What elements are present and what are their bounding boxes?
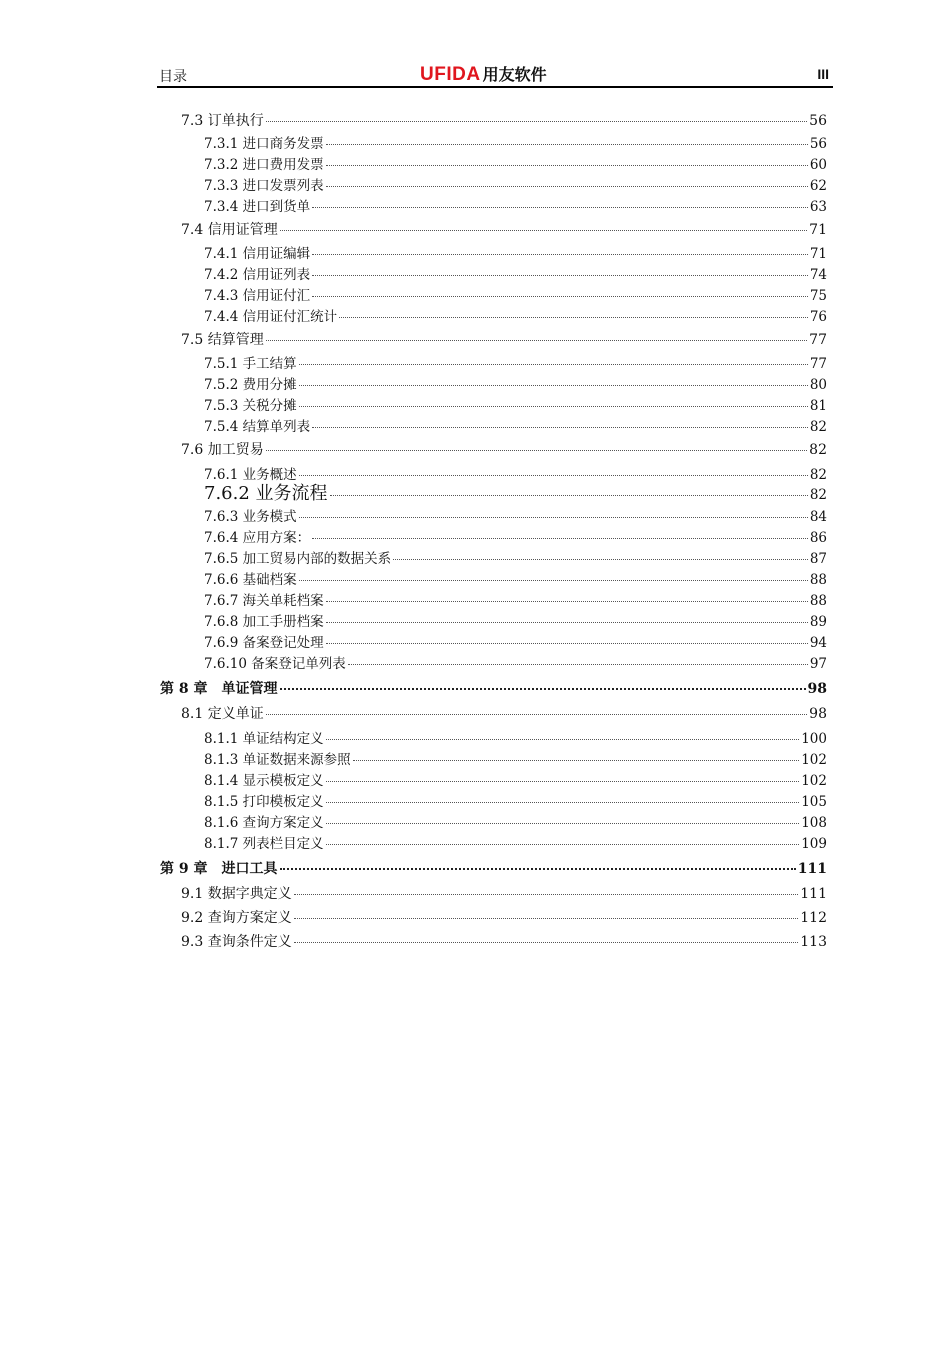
toc-entry[interactable] bbox=[204, 730, 827, 748]
toc-leader-dots bbox=[326, 601, 808, 602]
toc-entry-page: 102 bbox=[801, 752, 827, 768]
toc-entry-title: 7.5.1 手工结算 bbox=[204, 356, 297, 372]
toc-leader-dots bbox=[326, 739, 800, 740]
toc-entry-page: 108 bbox=[801, 815, 827, 831]
toc-leader-dots bbox=[326, 144, 808, 145]
toc-entry-title: 9.1 数据字典定义 bbox=[181, 886, 292, 902]
toc-entry-page: 60 bbox=[809, 157, 827, 173]
toc-leader-dots bbox=[326, 802, 800, 803]
toc-entry-page: 100 bbox=[801, 731, 827, 747]
toc-entry-title: 7.6.6 基础档案 bbox=[204, 572, 297, 588]
toc-entry-title: 8.1.4 显示模板定义 bbox=[204, 773, 324, 789]
toc-leader-dots bbox=[326, 643, 808, 644]
toc-leader-dots bbox=[299, 385, 808, 386]
toc-entry-page: 56 bbox=[809, 113, 827, 129]
toc-entry-title: 7.6.3 业务模式 bbox=[204, 509, 297, 525]
toc-entry[interactable] bbox=[204, 177, 827, 195]
toc-entry[interactable] bbox=[204, 245, 827, 263]
toc-entry-page: 105 bbox=[801, 794, 827, 810]
toc-entry-title: 7.4 信用证管理 bbox=[181, 222, 278, 238]
toc-entry-page: 84 bbox=[809, 509, 827, 525]
toc-leader-dots bbox=[312, 275, 808, 276]
page-header bbox=[157, 60, 833, 88]
toc-leader-dots bbox=[312, 207, 808, 208]
toc-leader-dots bbox=[326, 165, 808, 166]
toc-entry[interactable] bbox=[181, 705, 827, 723]
toc-entry-title: 8.1 定义单证 bbox=[181, 706, 264, 722]
toc-leader-dots bbox=[266, 714, 807, 715]
toc-entry[interactable] bbox=[204, 508, 827, 526]
toc-entry-page: 76 bbox=[809, 309, 827, 325]
toc-entry-title: 8.1.7 列表栏目定义 bbox=[204, 836, 324, 852]
toc-entry[interactable] bbox=[181, 909, 827, 927]
toc-entry[interactable] bbox=[204, 198, 827, 216]
toc-entry-page: 75 bbox=[809, 288, 827, 304]
toc-entry[interactable] bbox=[204, 418, 827, 436]
toc-entry-title: 9.2 查询方案定义 bbox=[181, 910, 292, 926]
toc-entry-title: 7.6.2 业务流程 bbox=[204, 483, 328, 504]
toc-entry-title: 7.6 加工贸易 bbox=[181, 442, 264, 458]
toc-leader-dots bbox=[280, 688, 806, 690]
toc-entry-title: 第 8 章 单证管理 bbox=[160, 681, 278, 697]
header-page-number: III bbox=[817, 66, 829, 82]
toc-leader-dots bbox=[266, 340, 807, 341]
toc-entry-page: 111 bbox=[800, 886, 827, 902]
toc-leader-dots bbox=[326, 844, 800, 845]
toc-entry[interactable] bbox=[181, 441, 827, 459]
toc-entry-page: 98 bbox=[807, 681, 827, 697]
toc-entry-title: 8.1.6 查询方案定义 bbox=[204, 815, 324, 831]
toc-entry-page: 87 bbox=[809, 551, 827, 567]
toc-leader-dots bbox=[299, 406, 808, 407]
toc-entry-page: 77 bbox=[809, 332, 827, 348]
toc-entry-page: 97 bbox=[809, 656, 827, 672]
toc-entry-title: 7.6.1 业务概述 bbox=[204, 467, 297, 483]
toc-entry-page: 86 bbox=[809, 530, 827, 546]
toc-entry[interactable] bbox=[204, 550, 827, 568]
logo-latin-text: UFIDA bbox=[420, 64, 481, 85]
ufida-logo bbox=[420, 62, 547, 86]
toc-leader-dots bbox=[339, 317, 808, 318]
toc-entry[interactable] bbox=[181, 933, 827, 951]
toc-entry[interactable] bbox=[181, 885, 827, 903]
toc-leader-dots bbox=[294, 942, 799, 943]
toc-leader-dots bbox=[353, 760, 800, 761]
toc-entry-page: 111 bbox=[797, 861, 827, 877]
toc-entry-title: 8.1.1 单证结构定义 bbox=[204, 731, 324, 747]
toc-entry-title: 7.3.2 进口费用发票 bbox=[204, 157, 324, 173]
toc-entry-page: 94 bbox=[809, 635, 827, 651]
toc-entry[interactable] bbox=[204, 266, 827, 284]
toc-entry-page: 89 bbox=[809, 614, 827, 630]
toc-entry-page: 63 bbox=[809, 199, 827, 215]
toc-entry-page: 88 bbox=[809, 572, 827, 588]
toc-entry-title: 8.1.5 打印模板定义 bbox=[204, 794, 324, 810]
toc-entry-page: 81 bbox=[809, 398, 827, 414]
toc-entry-page: 98 bbox=[809, 706, 827, 722]
toc-entry[interactable] bbox=[181, 331, 827, 349]
toc-entry[interactable] bbox=[160, 860, 827, 878]
toc-entry-page: 80 bbox=[809, 377, 827, 393]
toc-entry[interactable] bbox=[204, 634, 827, 652]
toc-entry-title: 7.3.3 进口发票列表 bbox=[204, 178, 324, 194]
toc-leader-dots bbox=[294, 894, 799, 895]
toc-entry[interactable] bbox=[204, 751, 827, 769]
toc-entry-page: 112 bbox=[800, 910, 827, 926]
toc-entry-page: 77 bbox=[809, 356, 827, 372]
toc-leader-dots bbox=[266, 450, 807, 451]
toc-entry-title: 第 9 章 进口工具 bbox=[160, 861, 278, 877]
toc-entry-title: 7.3.4 进口到货单 bbox=[204, 199, 311, 215]
toc-entry-title: 7.3.1 进口商务发票 bbox=[204, 136, 324, 152]
toc-leader-dots bbox=[348, 664, 808, 665]
toc-entry-page: 102 bbox=[801, 773, 827, 789]
toc-entry[interactable] bbox=[204, 355, 827, 373]
toc-entry-title: 7.4.2 信用证列表 bbox=[204, 267, 311, 283]
toc-leader-dots bbox=[266, 121, 807, 122]
toc-entry-title: 7.4.1 信用证编辑 bbox=[204, 246, 311, 262]
toc-entry[interactable] bbox=[204, 376, 827, 394]
toc-entry-title: 7.5 结算管理 bbox=[181, 332, 264, 348]
toc-leader-dots bbox=[312, 296, 808, 297]
toc-entry-page: 71 bbox=[809, 222, 827, 238]
toc-entry[interactable] bbox=[204, 592, 827, 610]
toc-entry-page: 62 bbox=[809, 178, 827, 194]
toc-entry-page: 82 bbox=[809, 487, 827, 503]
toc-leader-dots bbox=[280, 868, 796, 870]
logo-chinese-text: 用友软件 bbox=[482, 65, 547, 84]
toc-entry[interactable] bbox=[181, 112, 827, 130]
toc-leader-dots bbox=[312, 254, 808, 255]
toc-entry-title: 7.6.10 备案登记单列表 bbox=[204, 656, 346, 672]
toc-entry[interactable] bbox=[204, 793, 827, 811]
toc-entry-page: 82 bbox=[809, 419, 827, 435]
toc-entry-title: 7.6.5 加工贸易内部的数据关系 bbox=[204, 551, 392, 567]
toc-entry[interactable] bbox=[204, 466, 827, 484]
toc-entry-title: 7.6.9 备案登记处理 bbox=[204, 635, 324, 651]
toc-entry-title: 9.3 查询条件定义 bbox=[181, 934, 292, 950]
toc-leader-dots bbox=[326, 186, 808, 187]
toc-leader-dots bbox=[299, 475, 808, 476]
toc-entry-title: 7.6.8 加工手册档案 bbox=[204, 614, 324, 630]
toc-leader-dots bbox=[280, 230, 807, 231]
toc-entry-title: 7.4.4 信用证付汇统计 bbox=[204, 309, 338, 325]
toc-leader-dots bbox=[312, 538, 808, 539]
toc-entry-title: 7.5.2 费用分摊 bbox=[204, 377, 297, 393]
toc-leader-dots bbox=[393, 559, 808, 560]
toc-leader-dots bbox=[326, 622, 808, 623]
toc-entry[interactable] bbox=[204, 308, 827, 326]
toc-entry[interactable] bbox=[160, 680, 827, 698]
toc-leader-dots bbox=[299, 364, 808, 365]
toc-leader-dots bbox=[330, 495, 808, 496]
toc-entry-title: 7.6.4 应用方案： bbox=[204, 530, 311, 546]
toc-entry[interactable] bbox=[204, 772, 827, 790]
toc-entry[interactable] bbox=[204, 485, 827, 504]
toc-entry[interactable] bbox=[204, 571, 827, 589]
toc-entry-page: 74 bbox=[809, 267, 827, 283]
toc-leader-dots bbox=[294, 918, 799, 919]
toc-entry-title: 8.1.3 单证数据来源参照 bbox=[204, 752, 351, 768]
toc-leader-dots bbox=[299, 580, 808, 581]
toc-entry-title: 7.4.3 信用证付汇 bbox=[204, 288, 311, 304]
toc-entry-page: 82 bbox=[809, 442, 827, 458]
toc-entry-page: 56 bbox=[809, 136, 827, 152]
toc-entry[interactable] bbox=[181, 221, 827, 239]
toc-leader-dots bbox=[312, 427, 808, 428]
toc-leader-dots bbox=[326, 823, 800, 824]
toc-entry-title: 7.3 订单执行 bbox=[181, 113, 264, 129]
toc-entry[interactable] bbox=[204, 135, 827, 153]
toc-entry[interactable] bbox=[204, 814, 827, 832]
toc-entry-title: 7.5.3 关税分摊 bbox=[204, 398, 297, 414]
toc-entry[interactable] bbox=[204, 655, 827, 673]
toc-entry[interactable] bbox=[204, 835, 827, 853]
toc-entry-page: 71 bbox=[809, 246, 827, 262]
toc-entry-title: 7.5.4 结算单列表 bbox=[204, 419, 311, 435]
toc-leader-dots bbox=[299, 517, 808, 518]
toc-entry[interactable] bbox=[204, 613, 827, 631]
toc-entry-page: 109 bbox=[801, 836, 827, 852]
toc-leader-dots bbox=[326, 781, 800, 782]
toc-entry[interactable] bbox=[204, 529, 827, 547]
toc-entry-page: 113 bbox=[800, 934, 827, 950]
toc-entry[interactable] bbox=[204, 287, 827, 305]
toc-entry[interactable] bbox=[204, 397, 827, 415]
toc-entry-page: 88 bbox=[809, 593, 827, 609]
toc-entry[interactable] bbox=[204, 156, 827, 174]
header-section-title: 目录 bbox=[159, 69, 187, 85]
toc-entry-page: 82 bbox=[809, 467, 827, 483]
toc-entry-title: 7.6.7 海关单耗档案 bbox=[204, 593, 324, 609]
